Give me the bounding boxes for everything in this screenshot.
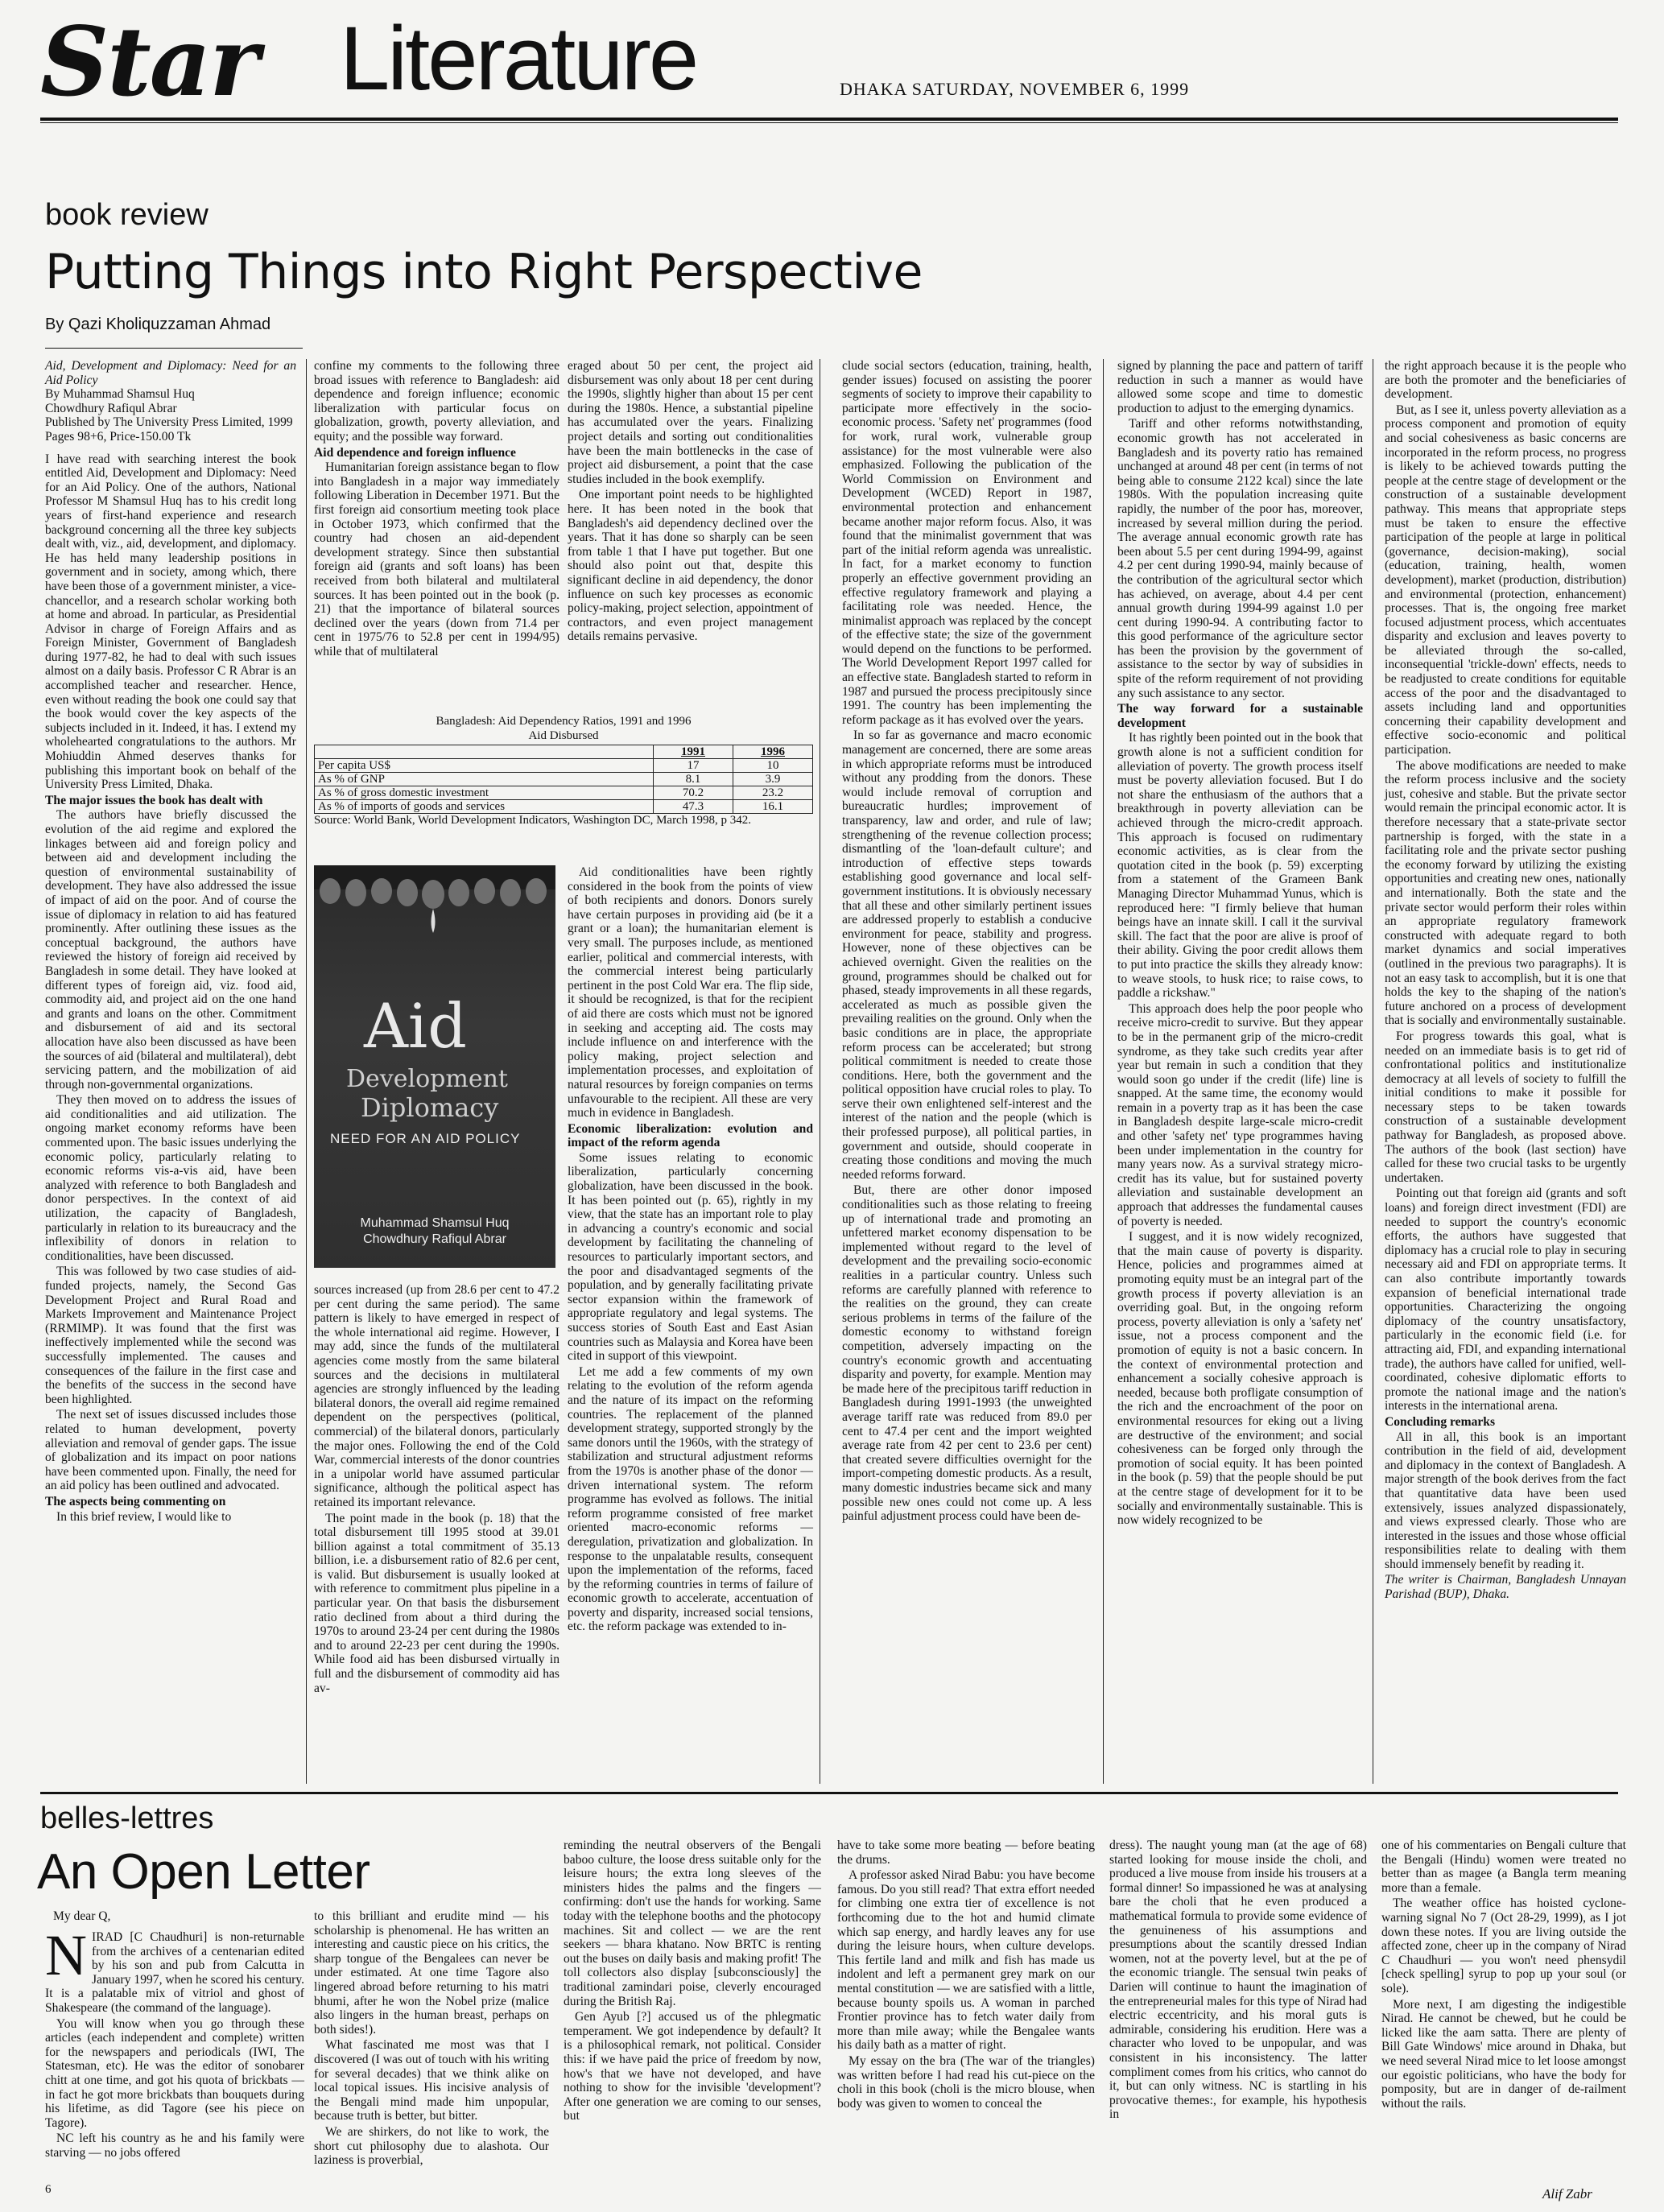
- masthead-rule-thin: [40, 122, 1618, 123]
- letter-salutation: My dear Q,: [53, 1909, 111, 1923]
- review-paragraph: The authors have briefly discussed the evolution of the aid regime and explored the linkages between aid and foreign policy and between aid and development including the question of environmental sustainability of development. They have also addressed the issue of impact of aid on the poor. And of course the issue of diplomacy in relation to aid has featured prominently. After outlining these issues as the conceptual background, the authors have reviewed the history of foreign aid received by Bangladesh in some detail. They have looked at different types of foreign aid, viz. food aid, commodity aid, and project aid on the one hand and grants and loans on the other. Commitment and disbursement of aid and its sectoral allocation have also been discussed as have been the sources of aid (bilateral and multilateral), debt servicing pattern, and the mobilization of aid through non-governmental organizations.: [45, 808, 296, 1092]
- review-paragraph: It has rightly been pointed out in the book that growth alone is not a sufficient condition for alleviation of poverty. The growth process itself must be poverty alleviation focused. But I do not share the enthusiasm of the authors that a breakthrough in poverty alleviation can be achieved through the micro-credit approach. This approach is focused on rudimentary economic activities, as is clear from the quotation cited in the book (p. 59) excerpting from a statement of the Grameen Bank Managing Director Muhammad Yunus, which is reproduced here: "I firmly believe that human beings have an innate skill. I call it the survival skill. The fact that the poor are alive is proof of their ability. Giving the poor credit allows them to put into practice the skills they already know: to weave stools, to husk rice; to raise cows, to paddle a rickshaw.": [1117, 731, 1363, 1001]
- dripping-drops-graphic: [314, 865, 555, 938]
- dateline: DHAKA SATURDAY, NOVEMBER 6, 1999: [840, 79, 1190, 99]
- masthead-rule: [40, 118, 1618, 121]
- review-paragraph: sources increased (up from 28.6 per cent to 47.2 per cent during the same period). The same pattern is likely to have emerged in respect of the whole international aid regime. However, I may add, since the funds of the multilateral agencies come mostly from the same bilateral sources and the decisions in multilateral agencies are strongly influenced by the leading bilateral donors, the overall aid regime remained dependent on the perspectives (political, commercial) of the bilateral donors, particularly the major ones. Following the end of the Cold War, commercial interests of the donor countries in a unipolar world have assumed particular significance, although the political aspect has retained its important relevance.: [314, 1283, 559, 1509]
- review-column-5: [1117, 359, 1363, 1529]
- letter-paragraph: dress). The naught young man (at the age of 68) started looking for mouse inside the choli, and produced a live mouse from inside his trousers at a formal dinner! So impassioned he was at analysing bare the choli that he even produced a mathematical formula to provide some evidence of the genuineness of his assumptions and presumptions about the scantily dressed Indian women, not at the poverty level, but at the pe of the economic triangle. The sensual twin peaks of Darien will continue to haunt the imagination of the entrepreneurial males for this type of Nirad had electric eccentricity, and his moral guts is admirable, considering his erudition. Here was a character who loved to be unpopular, and was consistent in his inconsistency. The latter compliment comes from his critics, who cannot do it, but can only witness. NC is startling in his provocative themes:, for example, his hypothesis in: [1109, 1839, 1367, 2122]
- book-author-1: By Muhammad Shamsul Huq: [45, 387, 195, 402]
- subheading-way-forward: The way forward for a sustainable development: [1117, 702, 1363, 730]
- review-paragraph: This approach does help the poor people who receive micro-credit to survive. But they appear to be in the permanent grip of the micro-credit syndrome, as they take such credits year after year but remain in such a condition that they would soon go under if the credit (life) line is snapped. At the same time, the economy would remain in a poverty trap as it has been the case in Bangladesh despite large-scale micro-credit and other 'safety net' type programmes having been under implementation in the country for many years now. As a survival strategy micro-credit has its value, but for sustained poverty alleviation and sustainable development an approach that addresses the fundamental causes of poverty is needed.: [1117, 1001, 1363, 1228]
- review-paragraph: For progress towards this goal, what is needed on an immediate basis is to get rid of confrontational politics and institutionalize democracy at all levels of society to fulfill the initial conditions to make it possible for necessary steps to be taken towards construction of a sustainable development pathway for Bangladesh, as proposed above. The authors of the book (last section) have called for these two crucial tasks to be urgently undertaken.: [1385, 1029, 1626, 1185]
- letter-column-5: [1109, 1839, 1367, 2123]
- table-header-row: [315, 745, 813, 759]
- table-header-cell: [315, 745, 654, 759]
- cover-title-aid: Aid: [364, 990, 467, 1062]
- review-paragraph: In this brief review, I would like to: [56, 1509, 232, 1524]
- letter-paragraph: What fascinated me most was that I discovered (I was out of touch with his writing for several decades) that we think alike on local topical issues. His incisive analysis of the Bengali mind made him unpopular, because truth is better, but bitter.: [314, 2038, 549, 2123]
- review-paragraph: The above modifications are needed to make the reform process inclusive and the society just, cohesive and stable. But the private sector would remain the principal economic actor. It is therefore necessary that a state-private sector partnership is forged, with the state in a facilitating role and the private sector pushing the economy forward by utilizing the existing opportunities and creating new ones, nationally and internationally. Both the state and the private sector would perform their roles within an appropriate regulatory framework constructed with adequate regard to both market dynamics and social imperatives (outlined in the previous two paragraphs). It is not an easy task to accomplish, but it is one that holds the key to the shaping of the nation's future anchored on a process of development that is socially and environmentally sustainable.: [1385, 758, 1626, 1028]
- masthead-star-logo: Star: [40, 6, 258, 118]
- review-byline: By Qazi Kholiquzzaman Ahmad: [45, 316, 271, 333]
- cover-author-1: Muhammad Shamsul Huq: [360, 1216, 510, 1230]
- review-paragraph: They then moved on to address the issues of aid conditionalities and aid utilization. The ongoing market economy reforms have been commented upon. The basic issues underlying the economic policy, particularly relating to economic reforms vis-a-vis aid, have been analyzed with reference to both Bangladesh and donor perspectives. In the context of aid utilization, the capacity of Bangladesh, particularly in relation to its bureaucracy and the inflexibility of donors in relation to conditionalities, have been discussed.: [45, 1093, 296, 1263]
- subheading-economic-liberalization: Economic liberalization: evolution and impact of the reform agenda: [568, 1121, 813, 1150]
- section-label-book-review: book review: [45, 198, 209, 232]
- review-paragraph: clude social sectors (education, training, health, gender issues) focused on assisting the poorer segments of society to improve their capability to participate more effectively in the socio-economic process. 'Safety net' programmes (food for work, rural work, vulnerable group assistance) for the most vulnerable were also emphasized. Following the publication of the World Commission on Environment and Development (WCED) Report in 1987, environmental protection and enhancement became another major reform focus. Also, it was found that the minimalist government that was part of the initial reform agenda was unrealistic. In fact, for a market economy to function properly an effective government providing an effective regulatory framework and playing a facilitating role was needed. Hence, the minimalist approach was replaced by the concept of the effective state; the size of the government would depend on the functions to be performed. The World Development Report 1997 called for an effective state. Bangladesh started to reform in 1987 and pursued the process precipitously since 1991. The country has been implementing the reform package as it has evolved over the years.: [842, 359, 1092, 727]
- subheading-major-issues: The major issues the book has dealt with: [45, 793, 263, 807]
- aid-dependency-table: [314, 714, 813, 827]
- letter-paragraph: A professor asked Nirad Babu: you have become famous. Do you still read? That extra effort needed for climbing one extra tier of excellence is not forthcoming due to the hot and humid climate which sap energy, and hardly leaves any for use during the leisure hours, when culture develops. This fertile land and milk and fish has made us indolent and left a permanent grey mark on our mental constitution — we are satisfied with a little, because bounty spoils us. A woman in parched Frontier province has to fetch water daily from more than mile away; while the Bengalee wants his daily bath as a matter of right.: [837, 1868, 1095, 2053]
- review-paragraph: In so far as governance and macro economic management are concerned, there are some areas in which appropriate reforms must be introduced without any prodding from the donors. These would include removal of corruption and bureaucratic hurdles; improvement of transparency, law and order, and rule of law; strengthening of the revenue collection process; dismantling of the 'loan-default culture'; and introduction of effective steps towards establishing good governance and local self-government institutions. It is obviously necessary that all these and other similarly pertinent issues are addressed properly to establish a conducive environment for peace, stability and progress. However, none of these objectives can be achieved overnight. Given the realities on the ground, programmes should be chalked out for phased, steady improvements in all these regards, accelerated as much as possible given the prevailing realities on the ground. Only when the basic conditions are in place, the appropriate reform process can be accelerated; but strong political commitment is needed to create those conditions. Here, both the government and the political opposition have crucial roles to play. To serve their own enlightened self-interest and the interest of the nation and the people (which is their professed purpose), all political parties, in government and outside, should cooperate in creating those conditions and moving the much needed reforms forward.: [842, 728, 1092, 1182]
- subheading-aid-dependence: Aid dependence and foreign influence: [314, 445, 516, 460]
- review-paragraph: I suggest, and it is now widely recognized, that the main cause of poverty is disparity. Hence, policies and programmes aimed at promoting equity must be an integral part of the growth process if poverty alleviation is an overriding goal. But, in the ongoing reform process, poverty alleviation is only a 'safety net' issue, not a process component and the promotion of equity is not a basic concern. In the context of environmental protection and enhancement a socially cohesive approach is needed, because both profligate consumption of the rich and the encroachment of the poor on environmental resources for eking out a living are destructive of the environment; and social cohesiveness can be forged only through the promotion of social equity. It has been pointed in the book (p. 59) that the people should be put at the centre stage of development for it to be socially and environmentally sustainable. This is now widely recognized to be: [1117, 1230, 1363, 1528]
- cover-author-2: Chowdhury Rafiqul Abrar: [363, 1232, 506, 1246]
- review-paragraph: eraged about 50 per cent, the project aid disbursement was only about 18 per cent during the 1990s, slightly higher than about 15 per cent during the 1980s. Hence, a substantial pipeline has accumulated over the years. Finalizing project details and sorting out conditionalities have been the main bottlenecks in the case of project aid disbursement, a point that the case studies included in the book exemplify.: [568, 359, 813, 486]
- letter-column-4: [837, 1839, 1095, 2112]
- table-cell: As % of imports of goods and services: [315, 800, 654, 814]
- review-headline: Putting Things into Right Perspective: [45, 244, 923, 300]
- review-paragraph: All in all, this book is an important contribution in the field of aid, development and diplomacy in the context of Bangladesh. A major strength of the book derives from the fact that quantitative data have been used extensively, issues analyzed dispassionately, and views expressed clearly. Those who are interested in the issues and those whose official responsibilities relate to dealing with them should immensely benefit by reading it.: [1385, 1430, 1626, 1571]
- table-cell: 8.1: [654, 773, 733, 786]
- table-subtitle: Aid Disbursed: [528, 729, 599, 742]
- column-divider: [1103, 359, 1104, 1784]
- letter-paragraph: [45, 1923, 305, 2016]
- writer-note: The writer is Chairman, Bangladesh Unnayan Parishad (BUP), Dhaka.: [1385, 1573, 1626, 1602]
- review-paragraph: confine my comments to the following three broad issues with reference to Bangladesh: aid dependence and foreign influence; economic liberalization with particular focus on globalization, growth, poverty alleviation, and equity; and the possible way forward.: [314, 359, 559, 444]
- section-separator: [40, 1792, 1618, 1794]
- letter-paragraph: We are shirkers, do not like to work, the short cut philosophy due to alashota. Our laziness is proverbial,: [314, 2124, 549, 2168]
- review-column-3-top: [568, 359, 813, 646]
- letter-paragraph: one of his commentaries on Bengali culture that the Bengali (Hindu) women were treated no better than as magee (a Bangla term meaning more than a female.: [1381, 1839, 1626, 1895]
- book-publisher: Published by The University Press Limited, 1999: [45, 415, 293, 430]
- review-column-6: [1385, 359, 1626, 1603]
- table-grid: [314, 745, 813, 814]
- review-paragraph: The point made in the book (p. 18) that the total disbursement till 1995 stood at 39.01 billion against a total commitment of 35.13 billion, i.e. a disbursement ratio of 82.6 per cent, is valid. But disbursement is usually looked at with reference to commitment plus pipeline in a particular year. On that basis the disbursement ratio declined from about a third during the 1970s to around 23-24 per cent during the 1980s and to around 22-23 per cent during the 1990s. While food aid has been disbursed virtually in full and the disbursement of commodity aid has av-: [314, 1511, 559, 1695]
- letter-column-1: [45, 1923, 305, 2162]
- review-paragraph: signed by planning the pace and pattern of tariff reduction in such a manner as would have allowed some scope and time to domestic production to adjust to the emerging dynamics.: [1117, 359, 1363, 415]
- review-paragraph: The next set of issues discussed includes those related to human development, poverty alleviation and removal of gender gaps. The issue of globalization and its impact on poor nations have been commented upon. Finally, the need for an aid policy has been outlined and advocated.: [45, 1408, 296, 1493]
- review-paragraph: But, there are other donor imposed conditionalities such as those relating to freeing up of international trade and promoting an unfettered market economy dispensation to be implemented without regard to the level of development and the prevailing socio-economic realities in a particular country. Unless such reforms are carefully planned with reference to the realities on the ground, they can create serious problems in terms of the failure of the domestic economy to withstand foreign competition, adversely impacting on the country's economic growth and accentuating disparity and poverty, for example. Mention may be made here of the precipitous tariff reduction in Bangladesh during 1991-1993 (the unweighted average tariff rate was reduced from 89.0 per cent to 47.4 per cent and the import weighted average rate from 42 per cent to 23.6 per cent) that created severe difficulties overnight for the import-competing domestic products. As a result, many domestic industries became sick and many possible new ones could not come up. A less painful adjustment process could have been de-: [842, 1183, 1092, 1524]
- table-row: [315, 800, 813, 814]
- review-paragraph: But, as I see it, unless poverty alleviation as a process component and promotion of equity and social cohesiveness as basic concerns are incorporated in the reform process, no progress is likely to be achieved towards putting the people at the centre stage of development or the construction of a sustainable development pathway. This means that appropriate steps must be taken to ensure the effective participation of the people at large in political (governance, decision-making), social (education, training, health, women development), market (production, distribution) and environmental (protection, enhancement) processes. That is, the ongoing free market focused adjustment process, which accentuates disparity and exclusion and leaves poverty to be alleviated through the so-called, inconsequential 'trickle-down' effects, needs to be readjusted to create conditions for equitable access of the poor and the disadvantaged to assets including land and opportunities concerning their capability development and effective socio-economic and political participation.: [1385, 402, 1626, 757]
- table-cell: 47.3: [654, 800, 733, 814]
- cover-title-diplomacy: Diplomacy: [361, 1092, 499, 1123]
- letter-column-6: [1381, 1839, 1626, 2112]
- subheading-concluding-remarks: Concluding remarks: [1385, 1414, 1496, 1429]
- review-paragraph: This was followed by two case studies of aid-funded projects, namely, the Second Gas Development Project and Rural Road and Markets Improvement and Maintenance Project (RRMIMP). It was found that the first was ineffectively implemented while the second was successfully implemented. The causes and consequences of the failure in the first case and the benefits of the success in the second have been highlighted.: [45, 1265, 296, 1406]
- table-title: Bangladesh: Aid Dependency Ratios, 1991 and 1996: [436, 715, 692, 728]
- letter-paragraph: to this brilliant and erudite mind — his scholarship is phenomenal. He has written an interesting and caustic piece on his critics, the sharp tongue of the Bengalees can never be under estimated. At one time Tagore also lingered abroad before returning to his matri bhumi, after he won the Nobel prize (malice also lingers in the human breast, perhaps on both sides!).: [314, 1909, 549, 2037]
- table-source: Source: World Bank, World Development Indicators, Washington DC, March 1998, p 342.: [314, 814, 751, 827]
- section-label-belles-lettres: belles-lettres: [40, 1801, 214, 1835]
- letter-signature: Alif Zabr: [1542, 2186, 1592, 2202]
- table-cell: 16.1: [733, 800, 813, 814]
- letter-column-2: [314, 1909, 549, 2169]
- table-cell: 10: [733, 759, 813, 773]
- masthead-literature-title: Literature: [340, 8, 697, 109]
- review-column-4: [842, 359, 1092, 1525]
- subheading-aspects: The aspects being commenting on: [45, 1494, 226, 1508]
- page-number: 6: [45, 2183, 52, 2196]
- table-header-cell: 1991: [654, 745, 733, 759]
- review-paragraph: I have read with searching interest the book entitled Aid, Development and Diplomacy: Need for an Aid Policy. One of the authors, National Professor M Shamsul Huq has to his credit long years of first-hand experience and research background concerning all the three key subjects dealt with, viz., aid, development, and diplomacy. He has held many leadership positions in government and in society, among which, there have been those of a government minister, a vice-chancellor, and a research scholar working both at home and abroad. In particular, as Presidential Advisor in charge of Foreign Affairs and as Foreign Minister, Government of Bangladesh during 1977-82, he had to deal with such issues almost on a daily basis. Professor C R Abrar is an accomplished teacher and researcher. Hence, even without reading the book one could say that the book would cover the key aspects of the subjects included in it. Indeed, it has. I extend my wholehearted congratulations to the authors. Mr Mohiuddin Ahmed deserves thanks for publishing this important book on behalf of the University Press Limited, Dhaka.: [45, 452, 296, 792]
- table-cell: As % of gross domestic investment: [315, 786, 654, 800]
- table-row: [315, 759, 813, 773]
- review-paragraph: Tariff and other reforms notwithstanding, economic growth has not accelerated in Bangladesh and its poverty ratio has remained unchanged at around 48 per cent (in terms of not being able to consume 2122 kcal) since the late 1980s. With the population increasing quite rapidly, the number of the poor has, moreover, increased by several million during the period. The average annual economic growth rate has been about 5.5 per cent during 1994-99, against 4.2 per cent during 1990-94, mainly because of the contribution of the agricultural sector which has achieved, on average, about 4.4 per cent annual growth during 1994-99 against 1.0 per cent during 1990-94. A contributing factor to this good performance of the agriculture sector has been the provision by the government of assistance to the sector by way of subsidies in spite of the reform requirement of not providing any such assistance to any sector.: [1117, 417, 1363, 700]
- book-title-info: Aid, Development and Diplomacy: Need for an Aid Policy: [45, 359, 296, 387]
- letter-paragraph: More next, I am digesting the indigestible Nirad. He cannot be chewed, but he could be licked like the aam satta. There are plenty of Bill Gate Windows' mice around in Dhaka, but we need several Nirad mice to let loose amongst our egoistic politicians, who have the body for pomposity, but are in danger of de-railment without the rails.: [1381, 1997, 1626, 2111]
- table-header-cell: 1996: [733, 745, 813, 759]
- review-column-3-bottom: [568, 865, 813, 1636]
- table-cell: As % of GNP: [315, 773, 654, 786]
- letter-paragraph: have to take some more beating — before beating the drums.: [837, 1839, 1095, 1867]
- dropcap-n: N: [45, 1923, 87, 1987]
- book-author-2: Chowdhury Rafiqul Abrar: [45, 401, 177, 415]
- book-cover-image: [314, 865, 555, 1268]
- table-cell: 70.2: [654, 786, 733, 800]
- review-paragraph: Let me add a few comments of my own relating to the evolution of the reform agenda and the nature of its impact on the reforming countries. The replacement of the planned development strategy, supported strongly by the same donors until the 1960s, with the strategy of stabilization and structural adjustment reforms from the 1970s is another phase of the donor — driven international system. The reform programme has evolved as follows. The initial reform programme consisted of free market oriented macro-economic reforms — deregulation, privatization and globalization. In response to the unpalatable results, consequent upon the implementation of the reforms, faced by the reforming countries in terms of failure of economic growth to accelerate, accentuation of poverty and disparity, increased social tensions, etc. the reform package was extended to in-: [568, 1364, 813, 1634]
- table-cell: Per capita US$: [315, 759, 654, 773]
- cover-title-development: Development: [346, 1065, 508, 1093]
- letter-paragraph: The weather office has hoisted cyclone-warning signal No 7 (Oct 28-29, 1999), as I jot down these notes. If you are living outside the affected zone, cheer up in the company of Nirad C Chaudhuri — you won't need phensydil [check spelling] syrup to pop up your soul (or sole).: [1381, 1896, 1626, 1995]
- table-row: [315, 773, 813, 786]
- letter-paragraph-text: IRAD [C Chaudhuri] is non-returnable from the archives of a centenarian edited by his son and pub from Calcutta in January 1997, when he scored his century. It is a palatable mix of vitriol and ghost of Shakespeare (the command of the language).: [45, 1930, 305, 2015]
- review-paragraph: Aid conditionalities have been rightly considered in the book from the points of view of both recipients and donors. Donors surely have certain purposes in providing aid (be it a grant or a loan); the humanitarian element is very small. The purposes include, as mentioned earlier, political and commercial interests, with the commercial interest being particularly pertinent in the post Cold War era. The flip side, it should be recognized, is that for the recipient of aid there are costs which must not be ignored in seeking and accepting aid. The costs may include influence on and interference with the policy making, project selection and implementation processes, and exploitation of natural resources by foreign companies on terms unfavourable to the recipient. All these are very much in evidence in Bangladesh.: [568, 865, 813, 1120]
- cover-subtitle: NEED FOR AN AID POLICY: [330, 1131, 521, 1146]
- review-paragraph: One important point needs to be highlighted here. It has been noted in the book that Bangladesh's aid dependency declined over the years. That it has done so sharply can be seen from table 1 that I have put together. But one should also point out that, despite this significant decline in aid dependency, the donor influence on such key processes as economic policy-making, project selection, appointment of contractors, and even project management details remains pervasive.: [568, 488, 813, 644]
- byline-rule: [45, 348, 303, 349]
- letter-column-3: [564, 1839, 821, 2125]
- review-paragraph: Humanitarian foreign assistance began to flow into Bangladesh in a major way immediately following Liberation in December 1971. But the first foreign aid consortium meeting took place in October 1973, which confirmed that the country had chosen an aid-dependent development strategy. Since then substantial foreign aid (grants and soft loans) has been received from both bilateral and multilateral sources. It has been pointed out in the book (p. 21) that the importance of bilateral sources declined over the years (down from 71.4 per cent in 1975/76 to 52.8 per cent in 1994/95) while that of multilateral: [314, 460, 559, 658]
- table-cell: 23.2: [733, 786, 813, 800]
- review-column-1: [45, 359, 296, 1525]
- masthead: [40, 6, 1618, 118]
- table-cell: 3.9: [733, 773, 813, 786]
- review-paragraph: Pointing out that foreign aid (grants and soft loans) and foreign direct investment (FDI) are needed to support the country's economic efforts, the authors have suggested that diplomacy has a crucial role to play in securing necessary aid and FDI on appropriate terms. It can also contribute importantly towards expansion of beneficial international trade opportunities. Characterizing the ongoing diplomacy of the country unsatisfactory, particularly in the economic field (i.e. for attracting aid, FDI, and expanding international trade), the authors have called for unified, well-coordinated, cohesive diplomatic efforts to promote the national image and the nation's interests in the international arena.: [1385, 1186, 1626, 1413]
- table-cell: 17: [654, 759, 733, 773]
- review-paragraph: the right approach because it is the people who are both the promoter and the beneficiaries of development.: [1385, 359, 1626, 402]
- review-paragraph: Some issues relating to economic liberalization, particularly concerning globalization, have been discussed in the book. It has been pointed out (p. 65), rightly in my view, that the state has an important role to play in advancing a country's economic and social development by facilitating the channeling of resources to particularly important sectors, and the poor and disadvantaged segments of the population, and by generally facilitating private sector expansion within the framework of appropriate regulatory and legal systems. The success stories of South East and East Asian countries such as Malaysia and Korea have been cited in support of this viewpoint.: [568, 1150, 813, 1364]
- column-divider: [306, 359, 307, 1784]
- letter-paragraph: reminding the neutral observers of the Bengali baboo culture, the loose dress suitable only for the leisure hours; the extra long sleeves of the ministers hides the palms and the fingers — confirming: don't use the hands for working. Same today with the telephone booths and the photocopy machines. Sit and collect — we are the rent seekers — bhara khatano. Now BRTC is renting out the buses on daily basis and making profit! The toll collectors also display [subconsciously] the traditional zamindari poise, cleverly encouraged during the British Raj.: [564, 1839, 821, 2008]
- review-column-2-top: [314, 359, 559, 660]
- letter-paragraph: NC left his country as he and his family were starving — no jobs offered: [45, 2132, 304, 2160]
- letter-paragraph: You will know when you go through these articles (each independent and complete) written for the newspapers and periodicals (IWI, The Statesman, etc). He was the editor of sonobarer chitt at one time, and got his quota of brickbats — in fact he got more brickbats than bouquets during his lifetime, as did Tagore (see his piece on Tagore).: [45, 2016, 304, 2130]
- letter-headline: An Open Letter: [37, 1844, 370, 1900]
- letter-paragraph: Gen Ayub [?] accused us of the phlegmatic temperament. We got independence by default? It is a philosophical remark, not political. Consider this: if we have paid the price of freedom by now, how's that we have not developed, and have nothing to show for the invisible 'development'? After one generation we are coming to our senses, but: [564, 2010, 821, 2123]
- table-row: [315, 786, 813, 800]
- review-column-2-bottom: [314, 1283, 559, 1697]
- letter-paragraph: My essay on the bra (The war of the triangles) was written before I had read his cut-piece on the choli in this book (choli is the micro blouse, when body was given to women to conceal the: [837, 2053, 1095, 2111]
- book-pages-price: Pages 98+6, Price-150.00 Tk: [45, 429, 192, 444]
